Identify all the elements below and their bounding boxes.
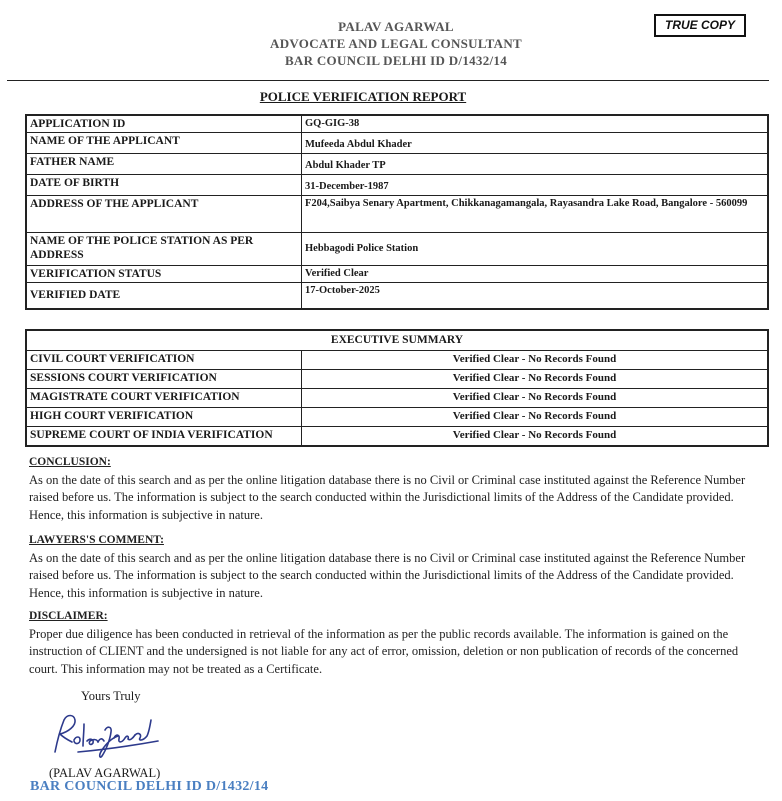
closing-text: Yours Truly — [81, 689, 141, 703]
conclusion-heading: CONCLUSION: — [29, 456, 111, 468]
detail-value: GQ-GIG-38 — [302, 115, 769, 133]
handwritten-signature — [50, 708, 165, 768]
summary-value: Verified Clear - No Records Found — [302, 408, 769, 427]
summary-label: MAGISTRATE COURT VERIFICATION — [26, 389, 302, 408]
table-row — [26, 408, 768, 427]
disclaimer-heading: DISCLAIMER: — [29, 610, 108, 622]
detail-label: DATE OF BIRTH — [26, 175, 302, 196]
detail-value: 17-October-2025 — [302, 283, 769, 309]
table-row — [26, 196, 768, 233]
detail-value: Abdul Khader TP — [302, 154, 769, 175]
table-row — [26, 115, 768, 133]
table-row — [26, 283, 768, 309]
letterhead-designation: ADVOCATE AND LEGAL CONSULTANT — [270, 36, 522, 51]
lawyers-comment-heading: LAWYERS'S COMMENT: — [29, 534, 164, 546]
applicant-details-table — [25, 114, 769, 310]
conclusion-text: As on the date of this search and as per the online litigation database there is no Civil or Criminal case instituted against the Reference Number raised before us. The information is subject to the search conducted within the Jurisdictional limits of the Address of the Candidate provided. Hence, this information is subjective in nature. — [29, 472, 746, 522]
table-row — [26, 233, 768, 266]
detail-label: NAME OF THE APPLICANT — [26, 133, 302, 154]
table-row — [26, 389, 768, 408]
lawyers-comment-section — [29, 532, 761, 602]
detail-value: Verified Clear — [302, 266, 769, 283]
true-copy-stamp: TRUE COPY — [654, 14, 746, 37]
detail-label: ADDRESS OF THE APPLICANT — [26, 196, 302, 233]
summary-value: Verified Clear - No Records Found — [302, 427, 769, 447]
detail-label: APPLICATION ID — [26, 115, 302, 133]
summary-label: CIVIL COURT VERIFICATION — [26, 351, 302, 370]
detail-value: 31-December-1987 — [302, 175, 769, 196]
table-row — [26, 370, 768, 389]
executive-summary-table — [25, 329, 769, 447]
summary-title: EXECUTIVE SUMMARY — [26, 330, 768, 351]
summary-value: Verified Clear - No Records Found — [302, 389, 769, 408]
lawyers-comment-text: As on the date of this search and as per the online litigation database there is no Civil or Criminal case instituted against the Reference Number raised before us. The information is subject to the search conducted within the Jurisdictional limits of the Address of the Candidate provided. Hence, this information is subjective in nature. — [29, 550, 746, 600]
summary-value: Verified Clear - No Records Found — [302, 351, 769, 370]
letterhead-bar-id: BAR COUNCIL DELHI ID D/1432/14 — [284, 53, 508, 68]
summary-label: HIGH COURT VERIFICATION — [26, 408, 302, 427]
letterhead-name: PALAV AGARWAL — [338, 19, 454, 34]
signatory-bar-id: BAR COUNCIL DELHI ID D/1432/14 — [30, 779, 269, 794]
disclaimer-text: Proper due diligence has been conducted in retrieval of the information as per the public records available. The information is gained on the instruction of CLIENT and the undersigned is not liable for any act of error, omission, deletion or non publication of records of the concerned court. This information may not be treated as a Certificate. — [29, 626, 739, 676]
detail-value: F204,Saibya Senary Apartment, Chikkanagamangala, Rayasandra Lake Road, Bangalore - 560099 — [302, 196, 769, 233]
table-row — [26, 266, 768, 283]
detail-label: VERIFIED DATE — [26, 283, 302, 309]
table-row — [26, 427, 768, 447]
table-row — [26, 154, 768, 175]
report-title: POLICE VERIFICATION REPORT — [259, 89, 467, 104]
disclaimer-section — [29, 608, 761, 678]
table-row — [26, 175, 768, 196]
detail-value: Hebbagodi Police Station — [302, 233, 769, 266]
header-divider — [7, 80, 769, 81]
detail-label: FATHER NAME — [26, 154, 302, 175]
table-row — [26, 351, 768, 370]
signatory-name: (PALAV AGARWAL) — [49, 766, 161, 780]
summary-label: SUPREME COURT OF INDIA VERIFICATION — [26, 427, 302, 447]
conclusion-section — [29, 454, 761, 524]
summary-value: Verified Clear - No Records Found — [302, 370, 769, 389]
table-row — [26, 133, 768, 154]
summary-label: SESSIONS COURT VERIFICATION — [26, 370, 302, 389]
detail-label: NAME OF THE POLICE STATION AS PER ADDRESS — [26, 233, 302, 266]
detail-value: Mufeeda Abdul Khader — [302, 133, 769, 154]
table-header-row — [26, 330, 768, 351]
detail-label: VERIFICATION STATUS — [26, 266, 302, 283]
